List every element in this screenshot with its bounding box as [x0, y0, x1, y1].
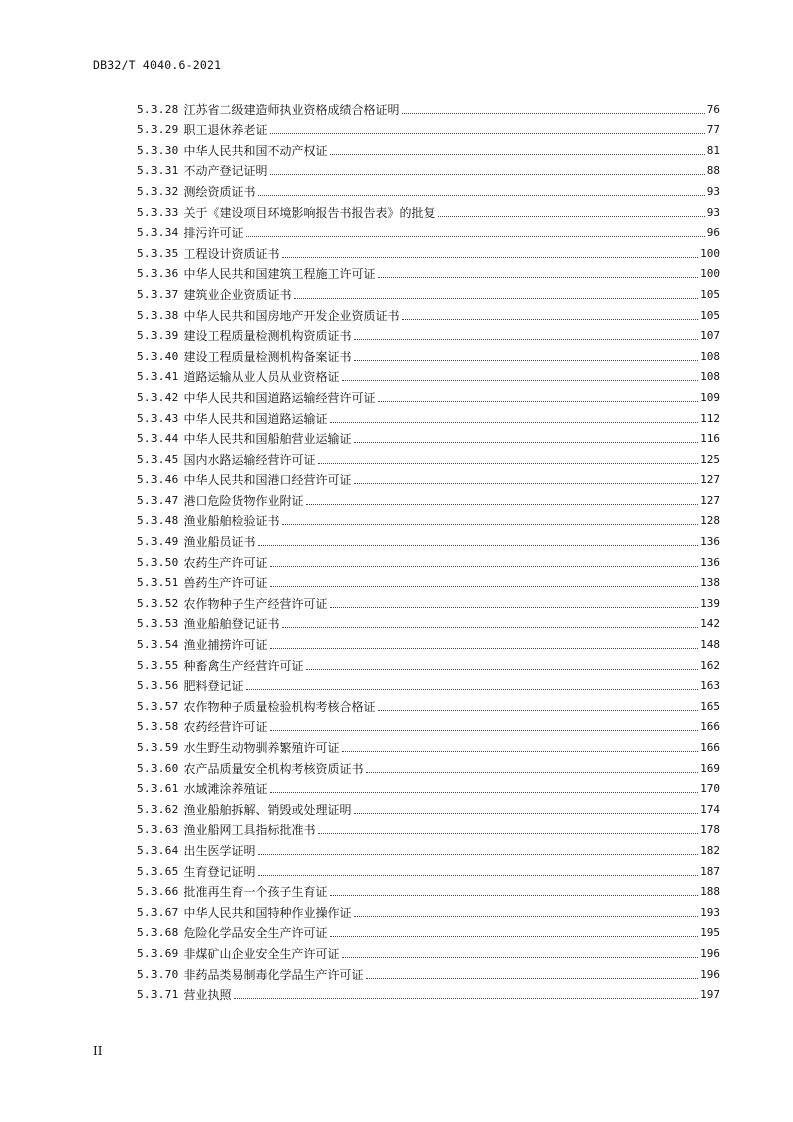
toc-entry-page: 77 — [706, 123, 720, 137]
toc-entry-page: 100 — [700, 246, 720, 260]
dot-leader — [402, 319, 699, 320]
toc-entry-number: 5.3.39 — [137, 329, 179, 343]
toc-entry-title: 农作物种子生产经营许可证 — [183, 596, 328, 611]
toc-entry-page: 136 — [700, 535, 720, 549]
toc-entry-page: 187 — [700, 864, 720, 878]
toc-entry-page: 136 — [700, 555, 720, 569]
toc-entry-number: 5.3.45 — [137, 452, 179, 466]
toc-entry[interactable] — [137, 261, 720, 282]
toc-entry-title: 农作物种子质量检验机构考核合格证 — [183, 699, 376, 714]
toc-entry-title: 关于《建设项目环境影响报告书报告表》的批复 — [183, 205, 436, 220]
dot-leader — [354, 916, 699, 917]
toc-entry-number: 5.3.34 — [137, 226, 179, 240]
toc-entry-title: 危险化学品安全生产许可证 — [183, 926, 328, 941]
toc-entry-page: 93 — [706, 184, 720, 198]
toc-entry-number: 5.3.61 — [137, 782, 179, 796]
toc-entry[interactable] — [137, 405, 720, 426]
toc-entry[interactable] — [137, 714, 720, 735]
dot-leader — [366, 978, 699, 979]
toc-entry[interactable] — [137, 693, 720, 714]
toc-entry[interactable] — [137, 734, 720, 755]
toc-entry-number: 5.3.47 — [137, 493, 179, 507]
toc-entry-title: 渔业船舶拆解、销毁或处理证明 — [183, 802, 352, 817]
toc-entry-number: 5.3.49 — [137, 535, 179, 549]
toc-entry[interactable] — [137, 611, 720, 632]
toc-entry[interactable] — [137, 817, 720, 838]
toc-entry-title: 中华人民共和国特种作业操作证 — [183, 905, 352, 920]
toc-entry[interactable] — [137, 796, 720, 817]
dot-leader — [270, 586, 699, 587]
dot-leader — [258, 854, 699, 855]
toc-entry-title: 农药生产许可证 — [183, 555, 268, 570]
toc-entry[interactable] — [137, 549, 720, 570]
dot-leader — [270, 730, 699, 731]
toc-entry-page: 165 — [700, 699, 720, 713]
toc-entry[interactable] — [137, 96, 720, 117]
toc-entry-title: 营业执照 — [183, 988, 232, 1003]
toc-entry-number: 5.3.69 — [137, 946, 179, 960]
toc-entry-page: 108 — [700, 349, 720, 363]
toc-entry-title: 渔业捕捞许可证 — [183, 638, 268, 653]
toc-entry[interactable] — [137, 137, 720, 158]
toc-entry-title: 批准再生育一个孩子生育证 — [183, 885, 328, 900]
toc-entry[interactable] — [137, 302, 720, 323]
dot-leader — [354, 813, 699, 814]
dot-leader — [246, 236, 705, 237]
dot-leader — [378, 277, 699, 278]
toc-entry-number: 5.3.53 — [137, 617, 179, 631]
dot-leader — [270, 792, 699, 793]
toc-entry[interactable] — [137, 837, 720, 858]
toc-entry[interactable] — [137, 426, 720, 447]
toc-entry-title: 建设工程质量检测机构备案证书 — [183, 349, 352, 364]
dot-leader — [270, 566, 699, 567]
toc-entry[interactable] — [137, 364, 720, 385]
toc-entry-page: 197 — [700, 988, 720, 1002]
dot-leader — [258, 195, 705, 196]
dot-leader — [354, 360, 699, 361]
toc-entry-title: 中华人民共和国建筑工程施工许可证 — [183, 267, 376, 282]
dot-leader — [318, 833, 699, 834]
dot-leader — [318, 463, 699, 464]
toc-entry-page: 139 — [700, 596, 720, 610]
dot-leader — [354, 483, 699, 484]
toc-entry-title: 渔业船舶检验证书 — [183, 514, 280, 529]
toc-entry-page: 193 — [700, 905, 720, 919]
toc-entry-page: 108 — [700, 370, 720, 384]
toc-entry-page: 174 — [700, 802, 720, 816]
toc-entry-page: 148 — [700, 638, 720, 652]
toc-entry[interactable] — [137, 879, 720, 900]
toc-entry-page: 166 — [700, 720, 720, 734]
toc-entry-page: 93 — [706, 205, 720, 219]
dot-leader — [438, 216, 705, 217]
toc-entry-number: 5.3.41 — [137, 370, 179, 384]
toc-entry-number: 5.3.31 — [137, 164, 179, 178]
toc-entry-page: 127 — [700, 473, 720, 487]
toc-entry[interactable] — [137, 858, 720, 879]
toc-entry-page: 166 — [700, 741, 720, 754]
toc-entry-title: 建筑业企业资质证书 — [183, 287, 292, 302]
toc-entry-page: 196 — [700, 946, 720, 960]
toc-entry-page: 105 — [700, 308, 720, 322]
toc-entry-number: 5.3.42 — [137, 390, 179, 404]
toc-entry-number: 5.3.57 — [137, 699, 179, 713]
toc-entry-number: 5.3.40 — [137, 349, 179, 363]
dot-leader — [342, 751, 699, 752]
toc-entry-title: 不动产登记证明 — [183, 164, 268, 179]
toc-entry[interactable] — [137, 982, 720, 1003]
dot-leader — [306, 504, 699, 505]
toc-entry-number: 5.3.63 — [137, 823, 179, 837]
toc-entry-number: 5.3.48 — [137, 514, 179, 528]
toc-entry-page: 116 — [700, 432, 720, 446]
document-id: DB32/T 4040.6-2021 — [93, 58, 222, 72]
toc-entry-title: 农产品质量安全机构考核资质证书 — [183, 761, 364, 776]
toc-entry-number: 5.3.33 — [137, 205, 179, 219]
toc-entry-page: 196 — [700, 967, 720, 981]
toc-entry[interactable] — [137, 652, 720, 673]
dot-leader — [342, 380, 699, 381]
toc-entry[interactable] — [137, 199, 720, 220]
toc-entry-page: 112 — [700, 411, 720, 425]
toc-entry-number: 5.3.36 — [137, 267, 179, 281]
dot-leader — [306, 669, 699, 670]
dot-leader — [282, 524, 699, 525]
toc-entry-title: 肥料登记证 — [183, 679, 244, 694]
toc-entry-page: 107 — [700, 329, 720, 343]
toc-entry-title: 中华人民共和国不动产权证 — [183, 143, 328, 158]
toc-entry[interactable] — [137, 631, 720, 652]
toc-entry-title: 江苏省二级建造师执业资格成绩合格证明 — [183, 102, 400, 117]
dot-leader — [366, 772, 699, 773]
toc-entry-number: 5.3.37 — [137, 287, 179, 301]
dot-leader — [330, 895, 699, 896]
toc-entry-title: 渔业船员证书 — [183, 535, 256, 550]
dot-leader — [378, 710, 699, 711]
toc-entry[interactable] — [137, 323, 720, 344]
toc-entry-title: 测绘资质证书 — [183, 184, 256, 199]
page-number: II — [93, 1044, 103, 1058]
toc-entry[interactable] — [137, 673, 720, 694]
toc-entry-title: 中华人民共和国房地产开发企业资质证书 — [183, 308, 400, 323]
toc-entry[interactable] — [137, 570, 720, 591]
toc-entry-page: 76 — [706, 102, 720, 116]
toc-entry-number: 5.3.46 — [137, 473, 179, 487]
dot-leader — [270, 133, 705, 134]
dot-leader — [342, 957, 699, 958]
toc-entry-title: 建设工程质量检测机构资质证书 — [183, 329, 352, 344]
toc-entry-number: 5.3.51 — [137, 576, 179, 590]
toc-entry-title: 兽药生产许可证 — [183, 576, 268, 591]
dot-leader — [258, 875, 699, 876]
toc-entry-page: 169 — [700, 761, 720, 775]
toc-entry-number: 5.3.66 — [137, 885, 179, 899]
toc-entry-number: 5.3.68 — [137, 926, 179, 940]
toc-entry-number: 5.3.50 — [137, 555, 179, 569]
toc-entry[interactable] — [137, 940, 720, 961]
toc-entry[interactable] — [137, 776, 720, 797]
toc-entry-title: 渔业船网工具指标批准书 — [183, 823, 316, 838]
toc-entry[interactable] — [137, 220, 720, 241]
toc-entry-title: 中华人民共和国港口经营许可证 — [183, 473, 352, 488]
toc-entry[interactable] — [137, 755, 720, 776]
toc-entry-title: 出生医学证明 — [183, 843, 256, 858]
toc-entry-page: 105 — [700, 287, 720, 301]
toc-entry[interactable] — [137, 343, 720, 364]
toc-entry-title: 道路运输从业人员从业资格证 — [183, 370, 340, 385]
dot-leader — [282, 627, 699, 628]
toc-entry-title: 生育登记证明 — [183, 864, 256, 879]
toc-entry-page: 128 — [700, 514, 720, 528]
dot-leader — [258, 545, 699, 546]
toc-entry-number: 5.3.30 — [137, 143, 179, 157]
toc-entry-number: 5.3.59 — [137, 741, 179, 754]
toc-entry-title: 水域滩涂养殖证 — [183, 782, 268, 797]
toc-entry[interactable] — [137, 508, 720, 529]
toc-entry-page: 81 — [706, 143, 720, 157]
toc-entry-title: 中华人民共和国道路运输经营许可证 — [183, 390, 376, 405]
toc-entry[interactable] — [137, 920, 720, 941]
toc-entry[interactable] — [137, 961, 720, 982]
toc-entry-page: 182 — [700, 843, 720, 857]
toc-entry[interactable] — [137, 240, 720, 261]
toc-entry-number: 5.3.44 — [137, 432, 179, 446]
toc-entry-number: 5.3.71 — [137, 988, 179, 1002]
toc-entry-number: 5.3.28 — [137, 102, 179, 116]
toc-entry[interactable] — [137, 117, 720, 138]
toc-entry[interactable] — [137, 590, 720, 611]
toc-entry-number: 5.3.65 — [137, 864, 179, 878]
dot-leader — [294, 298, 699, 299]
dot-leader — [270, 174, 705, 175]
dot-leader — [234, 998, 699, 999]
toc-entry-page: 109 — [700, 390, 720, 404]
toc-entry-page: 170 — [700, 782, 720, 796]
toc-entry-page: 163 — [700, 679, 720, 693]
toc-entry-number: 5.3.29 — [137, 123, 179, 137]
toc-entry-page: 195 — [700, 926, 720, 940]
toc-entry-number: 5.3.35 — [137, 246, 179, 260]
toc-entry-title: 港口危险货物作业附证 — [183, 493, 304, 508]
dot-leader — [354, 339, 699, 340]
toc-entry-number: 5.3.43 — [137, 411, 179, 425]
toc-entry-title: 国内水路运输经营许可证 — [183, 452, 316, 467]
toc-entry-number: 5.3.62 — [137, 802, 179, 816]
toc-entry-page: 162 — [700, 658, 720, 672]
toc-entry-title: 种畜禽生产经营许可证 — [183, 658, 304, 673]
toc-entry-number: 5.3.58 — [137, 720, 179, 734]
toc-entry[interactable] — [137, 178, 720, 199]
toc-entry-title: 非煤矿山企业安全生产许可证 — [183, 946, 340, 961]
dot-leader — [330, 936, 699, 937]
toc-entry-page: 142 — [700, 617, 720, 631]
toc-entry-number: 5.3.67 — [137, 905, 179, 919]
toc-entry-page: 125 — [700, 452, 720, 466]
dot-leader — [354, 442, 699, 443]
dot-leader — [378, 401, 699, 402]
toc-entry[interactable] — [137, 899, 720, 920]
toc-entry-page: 188 — [700, 885, 720, 899]
dot-leader — [270, 648, 699, 649]
toc-entry[interactable] — [137, 158, 720, 179]
toc-entry-page: 138 — [700, 576, 720, 590]
toc-entry-number: 5.3.70 — [137, 967, 179, 981]
dot-leader — [402, 113, 705, 114]
toc-entry-number: 5.3.56 — [137, 679, 179, 693]
dot-leader — [246, 689, 699, 690]
toc-entry-number: 5.3.32 — [137, 184, 179, 198]
toc-entry-title: 排污许可证 — [183, 226, 244, 241]
dot-leader — [330, 422, 699, 423]
toc-entry-title: 中华人民共和国船舶营业运输证 — [183, 432, 352, 447]
dot-leader — [330, 154, 705, 155]
toc-entry-number: 5.3.55 — [137, 658, 179, 672]
dot-leader — [330, 607, 699, 608]
toc-entry-title: 中华人民共和国道路运输证 — [183, 411, 328, 426]
toc-entry-page: 100 — [700, 267, 720, 281]
toc-entry-page: 178 — [700, 823, 720, 837]
table-of-contents — [137, 96, 720, 1002]
toc-entry-number: 5.3.52 — [137, 596, 179, 610]
toc-entry-title: 工程设计资质证书 — [183, 246, 280, 261]
toc-entry-number: 5.3.38 — [137, 308, 179, 322]
toc-entry[interactable] — [137, 281, 720, 302]
toc-entry[interactable] — [137, 384, 720, 405]
toc-entry-page: 127 — [700, 493, 720, 507]
toc-entry-page: 88 — [706, 164, 720, 178]
toc-entry[interactable] — [137, 528, 720, 549]
toc-entry[interactable] — [137, 467, 720, 488]
toc-entry-title: 水生野生动物驯养繁殖许可证 — [183, 741, 340, 755]
toc-entry[interactable] — [137, 487, 720, 508]
toc-entry-title: 职工退休养老证 — [183, 123, 268, 138]
toc-entry-title: 农药经营许可证 — [183, 720, 268, 735]
dot-leader — [282, 257, 699, 258]
toc-entry-number: 5.3.64 — [137, 843, 179, 857]
toc-entry-page: 96 — [706, 226, 720, 240]
toc-entry-number: 5.3.60 — [137, 761, 179, 775]
toc-entry[interactable] — [137, 446, 720, 467]
toc-entry-title: 渔业船舶登记证书 — [183, 617, 280, 632]
toc-entry-title: 非药品类易制毒化学品生产许可证 — [183, 967, 364, 982]
toc-entry-number: 5.3.54 — [137, 638, 179, 652]
